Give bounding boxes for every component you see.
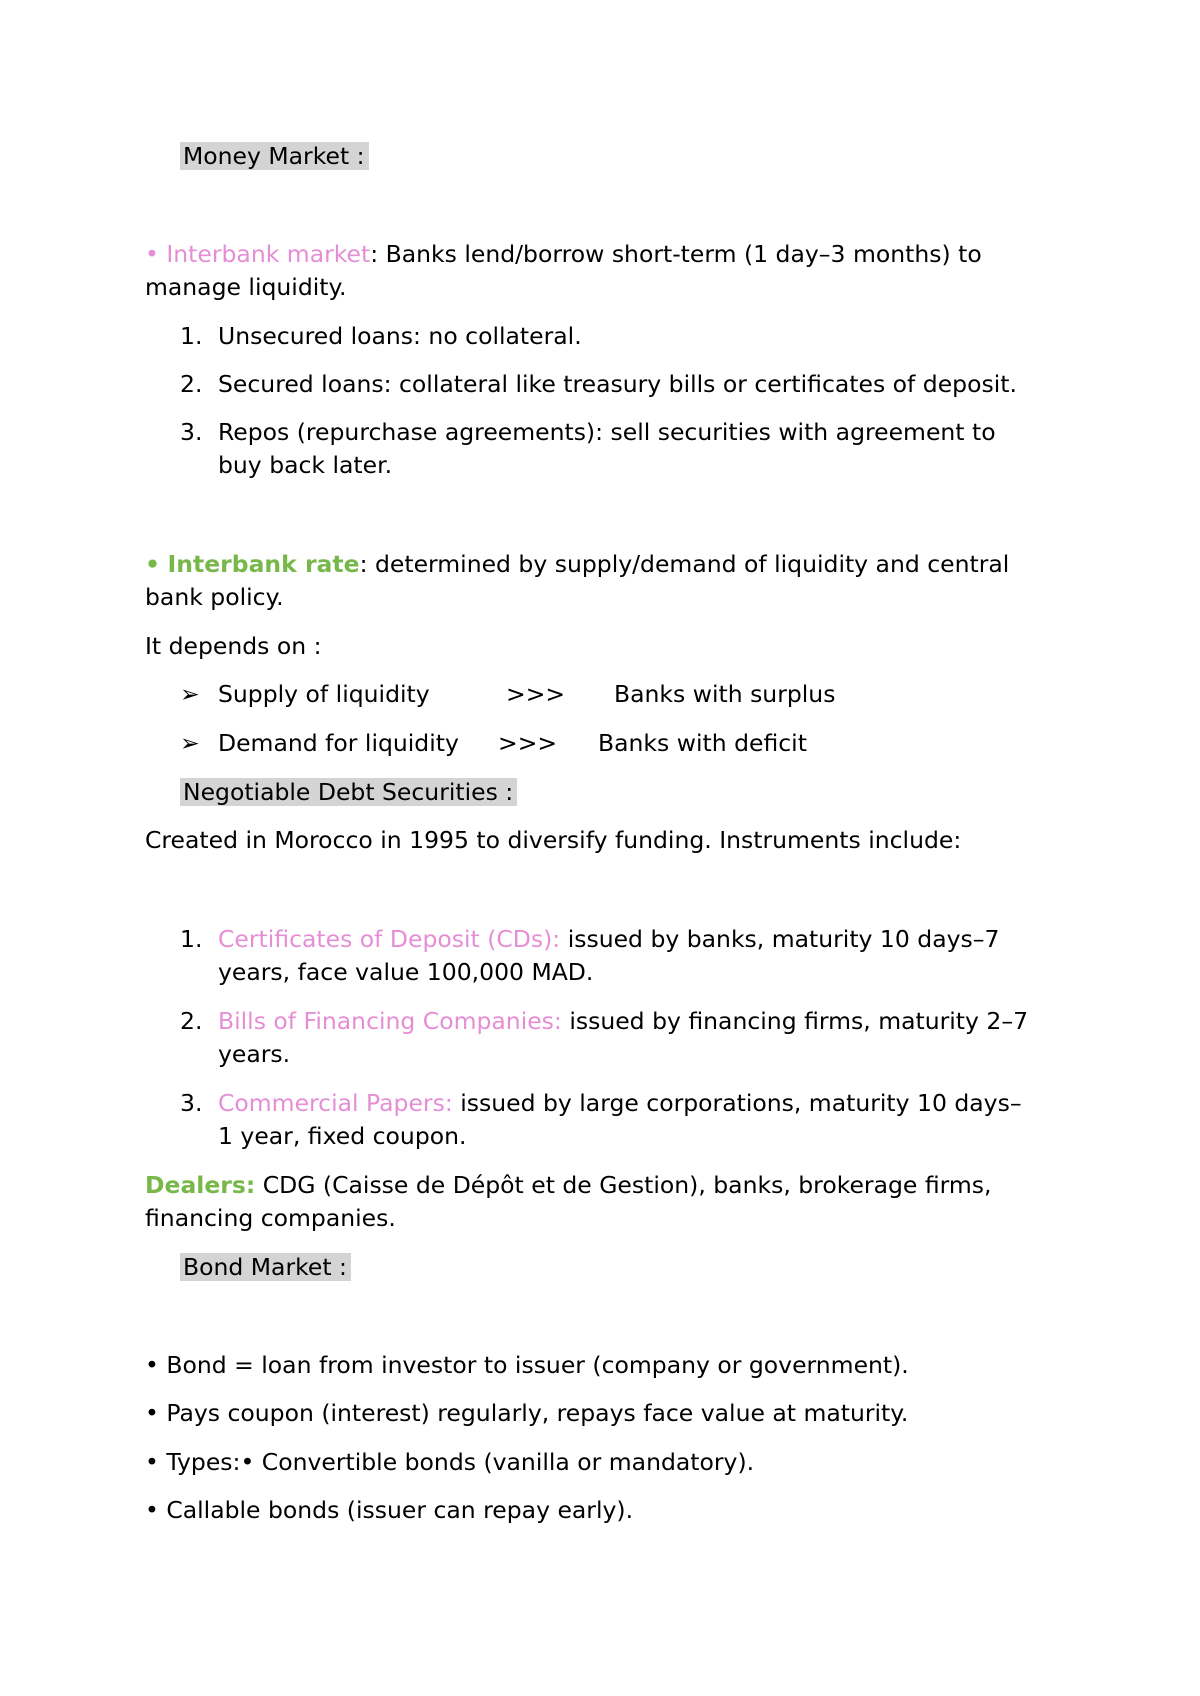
dealers-term: Dealers: [145,1171,256,1199]
arrow-bullet-icon: ➢ [180,729,200,757]
instrument-item: Commercial Papers: issued by large corporations, maturity 10 days– [218,1089,1022,1117]
negotiable-debt-heading: Negotiable Debt Securities : [180,778,517,806]
list-item-number: 1. [180,322,203,350]
depends-item-arrow: >>> [506,680,566,708]
interbank-market-text-line2: manage liquidity. [145,273,347,301]
interbank-rate-text: : determined by supply/demand of liquidity and central [359,550,1010,578]
bond-bullet: • Callable bonds (issuer can repay early). [145,1496,634,1524]
created-text: Created in Morocco in 1995 to diversify funding. Instruments include: [145,826,962,854]
bullet: • [145,550,161,578]
bond-bullet: • Types:• Convertible bonds (vanilla or mandatory). [145,1448,755,1476]
instrument-term: Bills of Financing Companies: [218,1007,562,1035]
interbank-rate-text-line2: bank policy. [145,583,284,611]
list-item-number: 1. [180,925,203,953]
list-item: Repos (repurchase agreements): sell securities with agreement to [218,418,996,446]
instrument-item-continuation: 1 year, fixed coupon. [218,1122,467,1150]
list-item-number: 3. [180,1089,203,1117]
money-market-heading: Money Market : [180,142,369,170]
interbank-rate-term: Interbank rate [167,550,360,578]
list-item: Unsecured loans: no collateral. [218,322,582,350]
instrument-item-continuation: years, face value 100,000 MAD. [218,958,594,986]
interbank-market-term: Interbank market [166,240,371,268]
interbank-market-paragraph [145,240,982,268]
bullet: • [145,240,159,268]
list-item-number: 2. [180,370,203,398]
dealers-text-line2: financing companies. [145,1204,396,1232]
list-item-continuation: buy back later. [218,451,393,479]
instrument-item: Bills of Financing Companies: issued by financing firms, maturity 2–7 [218,1007,1029,1035]
depends-item-arrow: >>> [498,729,558,757]
instrument-item-continuation: years. [218,1040,291,1068]
list-item: Secured loans: collateral like treasury bills or certificates of deposit. [218,370,1017,398]
dealers-paragraph: Dealers: CDG (Caisse de Dépôt et de Gestion), banks, brokerage firms, [145,1171,992,1199]
depends-item-right: Banks with surplus [614,680,836,708]
list-item-number: 2. [180,1007,203,1035]
depends-item-right: Banks with deficit [598,729,807,757]
bond-bullet: • Bond = loan from investor to issuer (company or government). [145,1351,909,1379]
depends-item-left: Supply of liquidity [218,680,430,708]
interbank-market-text: : Banks lend/borrow short-term (1 day–3 months) to [370,240,982,268]
depends-on-text: It depends on : [145,632,322,660]
bond-market-heading: Bond Market : [180,1253,351,1281]
instrument-term: Commercial Papers: [218,1089,453,1117]
bond-bullet: • Pays coupon (interest) regularly, repays face value at maturity. [145,1399,909,1427]
instrument-item: Certificates of Deposit (CDs): issued by banks, maturity 10 days–7 [218,925,1000,953]
list-item-number: 3. [180,418,203,446]
instrument-term: Certificates of Deposit (CDs): [218,925,561,953]
arrow-bullet-icon: ➢ [180,680,200,708]
interbank-rate-paragraph [145,550,1009,578]
depends-item-left: Demand for liquidity [218,729,459,757]
